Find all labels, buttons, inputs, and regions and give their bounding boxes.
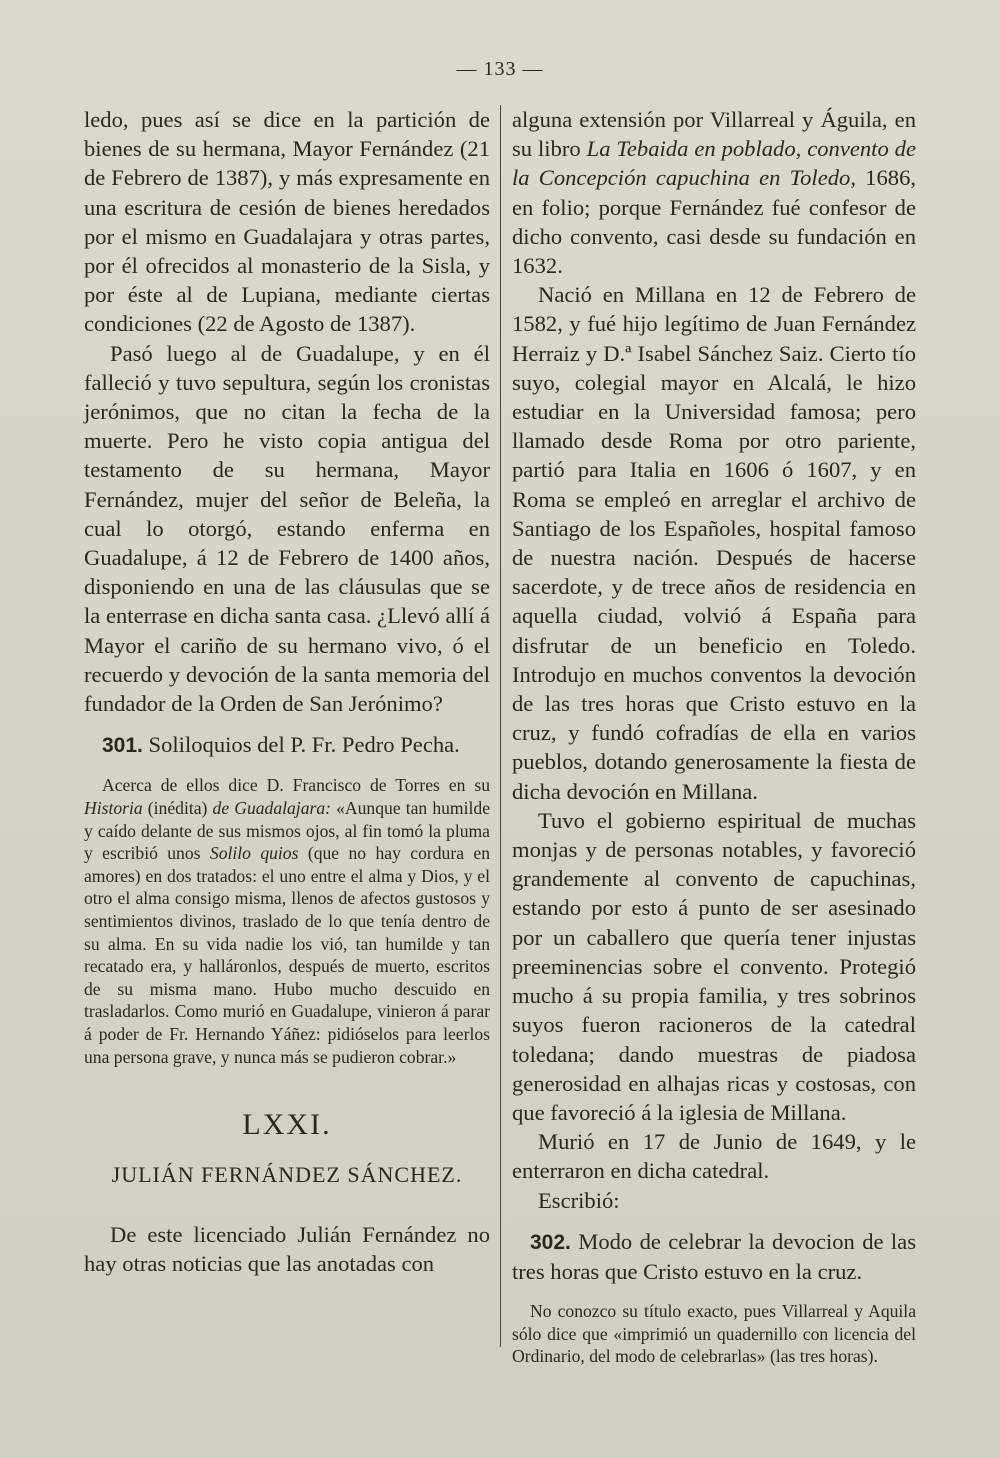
entry-title: Soliloquios del P. Fr. Pedro Pecha. (148, 732, 460, 758)
paragraph: Murió en 17 de Junio de 1649, y le enterraron en dicha catedral. (512, 1129, 916, 1184)
section-heading: JULIÁN FERNÁNDEZ SÁNCHEZ. (111, 1162, 463, 1188)
book-title-italic: La Tebaida en poblado, convento de la Concepción capuchina en Toledo, (512, 136, 916, 191)
note-text: «Aunque tan humilde y caído delante de sus mismos ojos, al fin tomó la pluma y escribió unos (84, 798, 491, 864)
section-number: LXXI. (242, 1108, 332, 1142)
paragraph-text: 1686, en folio; porque Fernández fué confesor de dicho convento, casi desde su fundación en 1632. (512, 165, 917, 279)
right-column (512, 105, 916, 1368)
note-italic: de Guadalajara: (212, 798, 331, 819)
paragraph: Tuvo el gobierno espiritual de muchas monjas y de personas notables, y favoreció grandemente al convento de capuchinas, estando por esto á punto de ser asesinado por un caballero que quería tener injustas preeminencias sobre el convento. Protegió mucho á su propia familia, y tres sobrinos suyos fueron racioneros de la catedral toledana; dando muestras de piadosa generosidad en alhajas ricas y costosas, con que favoreció á la iglesia de Millana. (512, 807, 916, 1125)
paragraph: Escribió: (538, 1187, 620, 1213)
entry-note-302: No conozco su título exacto, pues Villarreal y Aquila sólo dice que «imprimió un quadernillo con licencia del Ordinario, del modo de celebrarlas» (las tres horas). (512, 1301, 916, 1367)
paragraph-text: alguna extensión por Villarreal y Águila, en su libro (512, 107, 916, 162)
page-number: — 133 — (456, 58, 544, 80)
entry-number: 301. (102, 734, 143, 758)
entry-number: 302. (530, 1230, 571, 1254)
note-text: Acerca de ellos dice D. Francisco de Torres en su (102, 775, 490, 796)
entry-title: Modo de celebrar la devocion de las tres horas que Cristo estuvo en la cruz. (512, 1228, 916, 1284)
bibliography-entry-301 (84, 730, 490, 760)
note-text: (que no hay cordura en amores) en dos tratados: el uno entre el alma y Dios, y el otro el alma consigo misma, llenos de afectos gustosos y sentimientos divinos, traslado de lo que tenía dentro de su alma. En su vida nadie los vió, tan humilde y tan recatado era, y halláronlos, después de muerto, escritos de su misma mano. Hubo mucho descuido en trasladarlos. Como murió en Guadalupe, vinieron á parar á poder de Fr. Hernando Yáñez: pidióselos para leerlos una persona grave, y nunca más se pudieron cobrar.» (84, 843, 490, 1067)
entry-note-301 (84, 774, 490, 1068)
paragraph: Nació en Millana en 12 de Febrero de 1582, y fué hijo legítimo de Juan Fernández Herraiz y D.ª Isabel Sánchez Saiz. Cierto tío suyo, colegial mayor en Alcalá, le hizo estudiar en la Universidad famosa; pero llamado desde Roma por otro pariente, partió para Italia en 1606 ó 1607, y en Roma se empleó en arreglar el archivo de Santiago de los Españoles, hospital famoso de nuestra nación. Después de hacerse sacerdote, y de trece años de residencia en aquella ciudad, volvió á España para disfrutar de un beneficio en Toledo. Introdujo en muchos conventos la devoción de las tres horas que Cristo estuvo en la cruz, y fundó cofradías de ella en varios pueblos, dotando generosamente la fiesta de dicha devoción en Millana. (512, 282, 916, 804)
bibliography-entry-302 (512, 1227, 916, 1286)
paragraph: ledo, pues así se dice en la partición de bienes de su hermana, Mayor Fernández (21 de Febrero de 1387), y más expresamente en una escritura de cesión de bienes heredados por el mismo en Guadalajara y otras partes, por él ofrecidos al monasterio de la Sisla, y por éste al de Lupiana, mediante ciertas condiciones (22 de Agosto de 1387). (84, 107, 490, 337)
column-divider (500, 105, 501, 1347)
paragraph: Pasó luego al de Guadalupe, y en él falleció y tuvo sepultura, según los cronistas jerónimos, que no citan la fecha de la muerte. Pero he visto copia antigua del testamento de su hermana, Mayor Fernández, mujer del señor de Beleña, la cual lo otorgó, estando enferma en Guadalupe, á 12 de Febrero de 1400 años, disponiendo en una de las cláusulas que se la enterrase en dicha santa casa. ¿Llevó allí á Mayor el cariño de su hermano vivo, ó el recuerdo y devoción de la santa memoria del fundador de la Orden de San Jerónimo? (84, 340, 490, 717)
note-italic: Historia (84, 798, 143, 819)
note-text: (inédita) (147, 798, 208, 819)
paragraph: De este licenciado Julián Fernández no hay otras noticias que las anotadas con (84, 1222, 490, 1277)
paragraph (512, 105, 916, 280)
note-italic: Solilo quios (209, 843, 299, 864)
left-column (84, 105, 490, 1279)
